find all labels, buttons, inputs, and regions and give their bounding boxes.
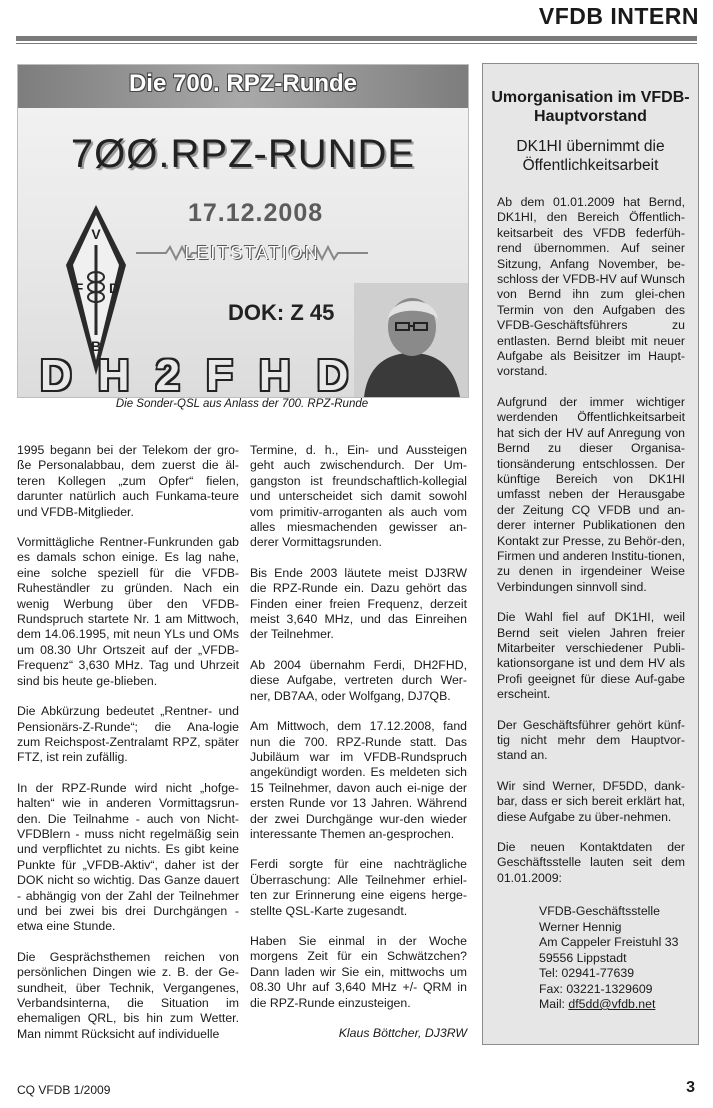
article-column-1: [17, 443, 239, 1057]
section-title: VFDB INTERN: [538, 3, 699, 29]
qsl-leitstation: [136, 243, 368, 263]
address-name: Werner Hennig: [539, 919, 622, 934]
paragraph: Bis Ende 2003 läutete meist DJ3RW die RPZ-Runde ein. Dazu gehört das Finden einer freien Frequenz, derzeit meist 3,640 MHz, und das Einreihen der Teilnehmer.: [250, 565, 467, 642]
paragraph: Haben Sie einmal in der Woche morgens Zeit für ein Schwätzchen? Dann laden wir Sie ein, mittwochs um 08.30 Uhr auf 3,640 MHz +/- QRM in die RPZ-Runde einzusteigen.: [250, 933, 467, 1010]
paragraph: Der Geschäftsführer gehört künf-tig nicht mehr dem Hauptvor-stand an.: [497, 717, 685, 763]
logo-letter-b: B: [90, 338, 102, 354]
logo-letter-v: V: [91, 226, 101, 242]
qsl-card-image: [17, 64, 469, 398]
address-city: 59556 Lippstadt: [539, 950, 627, 965]
address-fax: Fax: 03221-1329609: [539, 981, 653, 996]
paragraph: Vormittägliche Rentner-Funkrunden gab es damals schon einige. Es lag nahe, eine solche speziell für die VFDB-Ruheständler zu gründen. Nach ein wenig Werbung über den VFDB-Rundspruch startete Nr. 1 am Mittwoch, dem 14.06.1995, mit neun YLs und OMs um 08.30 Uhr Ortszeit auf der „VFDB-Frequenz“ 3,630 MHz. Tag und Uhrzeit sind bis heute ge-blieben.: [17, 535, 239, 688]
paragraph: Wir sind Werner, DF5DD, dank-bar, dass er sich bereit erklärt hat, diese Aufgabe zu über-nehmen.: [497, 778, 685, 824]
paragraph: In der RPZ-Runde wird nicht „hofge-halten“ wie in anderen Vormittagsrun-den. Die Teilnahme - auch von Nicht-VFDBlern - muss nicht regelmäßig sein und verpflichtet zu nichts. Es gibt keine Punkte für „VFDB-Aktiv“, daher ist der DOK nicht so wichtig. Das Ganze dauert - abhängig von der Zahl der Teilnehmer und bei zwei bis drei Durchgängen - etwa eine Stunde.: [17, 780, 239, 934]
paragraph: Die Wahl fiel auf DK1HI, weil Bernd seit vielen Jahren freier Mitarbeiter verschiedener Publi-kationsorgane ist und dem HV als Profi geeignet für diese Auf-gabe erscheint.: [497, 610, 685, 702]
paragraph: Aufgrund der immer wichtiger werdenden Öffentlichkeitsarbeit hat sich der HV auf Anregung von Bernd zu dieser Organisa-tionsänderung entschlossen. Der künftige Bereich von DK1HI umfasst neben der Herausgabe der Zeitung CQ VFDB und an-derer interner Publikationen den Kontakt zur Presse, zu Behör-den, Firmen und anderen Institu-tionen, zu denen in irgendeiner Weise Verbindungen sinnvoll sind.: [497, 394, 685, 594]
logo-letter-d: D: [108, 280, 120, 296]
header-rule-thin: [16, 43, 697, 44]
mail-label: Mail:: [539, 997, 565, 1011]
address-mail: [539, 997, 678, 1013]
issue-footer: CQ VFDB 1/2009: [17, 1083, 111, 1097]
qsl-callsign: DH2FHD: [40, 351, 375, 398]
page-number: 3: [686, 1079, 695, 1096]
logo-letter-f: F: [74, 280, 84, 296]
paragraph: Die Gesprächsthemen reichen von persönlichen Dingen wie z. B. der Ge-sundheit, über Technik, Vergangenes, Verbandsinterna, die Situation im ehemaligen QRL, bis hin zum Wetter. Man nimmt Rücksicht auf individuelle: [17, 949, 239, 1041]
address-street: Am Cappeler Freistuhl 33: [539, 935, 679, 949]
email-link[interactable]: df5dd@vfdb.net: [568, 997, 656, 1011]
paragraph: Termine, d. h., Ein- und Aussteigen geht auch zwischendurch. Der Um-gangston ist freundschaftlich-kollegial und unterscheidet sich damit sowohl vom primitiv-arroganten als auch vom alles miesmachenden gewisser an-derer Vormittagsrunden.: [250, 443, 467, 550]
contact-address: [539, 904, 678, 1013]
paragraph: Ab dem 01.01.2009 hat Bernd, DK1HI, den Bereich Öffentlich-keitsarbeit des VFDB federfüh-rend übernommen. Auf seiner Sitzung, Anfang November, be-schloss der VFDB-HV auf Wunsch von Bernd ihn zum glei-chen Termin von den Aufgaben des VFDB-Geschäftsführers zu entlasten. Bernd bleibt mit neuer Aufgabe als Beisitzer im Haupt-vorstand.: [497, 195, 685, 379]
qsl-dok: DOK: Z 45: [228, 300, 335, 325]
qsl-banner-title: Die 700. RPZ-Runde: [128, 70, 358, 97]
paragraph: Ab 2004 übernahm Ferdi, DH2FHD, diese Aufgabe, vertreten durch Wer-ner, DB7AA, oder Wolfgang, DJ7QB.: [250, 657, 467, 703]
address-org: VFDB-Geschäftsstelle: [539, 904, 660, 918]
paragraph: Die neuen Kontaktdaten der Geschäftsstelle lauten seit dem 01.01.2009:: [497, 840, 685, 885]
qsl-station-label: LEITSTATION: [184, 243, 320, 263]
vfdb-logo-icon: [64, 205, 128, 375]
author-signature: Klaus Böttcher, DJ3RW: [338, 1026, 467, 1040]
paragraph: Ferdi sorgte für eine nachträgliche Überraschung: Alle Teilnehmer erhiel-ten zur Erinnerung eine eigens herge-stellte QSL-Karte zugesandt.: [250, 857, 467, 918]
header-rule: [16, 36, 697, 41]
paragraph: Am Mittwoch, dem 17.12.2008, fand nun die 700. RPZ-Runde statt. Das Jubiläum war im VFDB-Rundspruch angekündigt worden. Es meldeten sich 15 Teilnehmer, davon auch ei-nige der ersten Runde vor 13 Jahren. Während der zwei Durchgänge wur-den wieder interessante Themen an-gesprochen.: [250, 719, 467, 841]
qsl-date: 17.12.2008: [188, 199, 324, 227]
sidebar-heading: Umorganisation im VFDB-Hauptvorstand: [491, 89, 690, 125]
sidebar-box: [482, 63, 699, 1045]
paragraph: 1995 begann bei der Telekom der gro-ße Personalabbau, dem zuerst die äl-teren Kollegen „zum Opfer“ fielen, darunter natürlich auch Funkama-teure und VFDB-Mitglieder.: [17, 443, 239, 519]
qsl-headline: 7ØØ.RPZ-RUNDE: [70, 132, 416, 176]
paragraph: Die Abkürzung bedeutet „Rentner- und Pensionärs-Z-Runde“; die Ana-logie zum Reichspost-Zentralamt RPZ, später FTZ, ist rein zufällig.: [17, 704, 239, 765]
sidebar-body: [497, 195, 685, 901]
article-column-2: [250, 443, 467, 1041]
qsl-banner: [18, 65, 468, 108]
sidebar-subheading: DK1HI übernimmt die Öffentlichkeitsarbeit: [516, 138, 665, 174]
address-phone: Tel: 02941-77639: [539, 966, 635, 980]
image-caption: Die Sonder-QSL aus Anlass der 700. RPZ-Runde: [115, 398, 369, 410]
